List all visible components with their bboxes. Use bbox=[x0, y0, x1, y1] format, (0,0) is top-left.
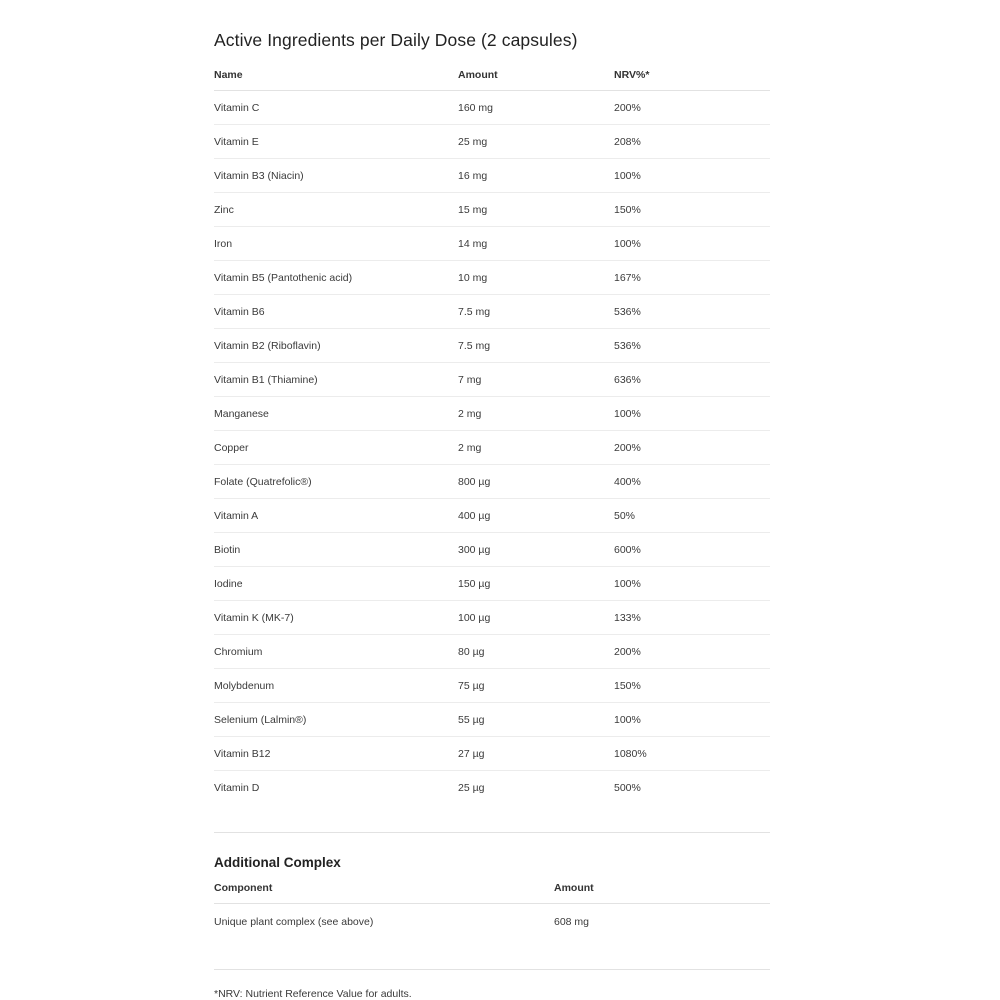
cell-amount: 100 µg bbox=[458, 601, 614, 635]
cell-name: Vitamin B5 (Pantothenic acid) bbox=[214, 261, 458, 295]
table-row bbox=[214, 499, 770, 533]
cell-name: Biotin bbox=[214, 533, 458, 567]
table-row bbox=[214, 601, 770, 635]
table-row bbox=[214, 635, 770, 669]
cell-amount: 400 µg bbox=[458, 499, 614, 533]
cell-amount: 25 mg bbox=[458, 125, 614, 159]
cell-amount: 7 mg bbox=[458, 363, 614, 397]
table-row bbox=[214, 465, 770, 499]
table-row bbox=[214, 295, 770, 329]
cell-name: Iodine bbox=[214, 567, 458, 601]
cell-amount: 25 µg bbox=[458, 782, 485, 794]
column-header-amount: Amount bbox=[458, 69, 614, 91]
table-row bbox=[214, 261, 770, 295]
column-header-complex-amount: Amount bbox=[554, 882, 770, 904]
cell-amount: 15 mg bbox=[458, 193, 614, 227]
table-row bbox=[214, 431, 770, 465]
additional-complex-title: Additional Complex bbox=[214, 855, 341, 870]
cell-name: Vitamin B1 (Thiamine) bbox=[214, 363, 458, 397]
cell-amount: 150 µg bbox=[458, 567, 614, 601]
table-row bbox=[214, 703, 770, 737]
cell-amount: 75 µg bbox=[458, 669, 614, 703]
cell-name: Iron bbox=[214, 227, 458, 261]
footnote-divider bbox=[214, 969, 770, 970]
table-header-row bbox=[214, 69, 770, 91]
cell-amount: 2 mg bbox=[458, 431, 614, 465]
cell-nrv: 100% bbox=[614, 159, 770, 193]
cell-nrv: 133% bbox=[614, 601, 770, 635]
cell-name: Molybdenum bbox=[214, 669, 458, 703]
table-row bbox=[214, 771, 770, 805]
table-row bbox=[214, 904, 770, 940]
page-title: Active Ingredients per Daily Dose (2 capsules) bbox=[214, 30, 578, 50]
cell-nrv: 536% bbox=[614, 295, 770, 329]
table-row bbox=[214, 329, 770, 363]
cell-nrv: 600% bbox=[614, 533, 770, 567]
cell-nrv: 100% bbox=[614, 397, 770, 431]
cell-nrv: 50% bbox=[614, 499, 770, 533]
cell-nrv: 200% bbox=[614, 91, 770, 125]
cell-amount: 27 µg bbox=[458, 737, 614, 771]
cell-amount: 300 µg bbox=[458, 533, 614, 567]
cell-nrv: 536% bbox=[614, 329, 770, 363]
cell-amount: 10 mg bbox=[458, 261, 614, 295]
cell-nrv: 200% bbox=[614, 431, 770, 465]
cell-nrv: 200% bbox=[614, 635, 770, 669]
cell-name: Vitamin C bbox=[214, 91, 458, 125]
table-body bbox=[214, 91, 770, 805]
active-ingredients-table bbox=[214, 69, 770, 804]
column-header-component: Component bbox=[214, 882, 554, 904]
table-row bbox=[214, 193, 770, 227]
cell-name: Zinc bbox=[214, 193, 458, 227]
cell-nrv: 500% bbox=[614, 782, 641, 794]
cell-name: Vitamin B6 bbox=[214, 295, 458, 329]
nrv-footnote: *NRV: Nutrient Reference Value for adults. bbox=[214, 988, 412, 1000]
column-header-nrv: NRV%* bbox=[614, 69, 770, 91]
cell-nrv: 400% bbox=[614, 465, 770, 499]
cell-name: Vitamin A bbox=[214, 499, 458, 533]
complex-header-row bbox=[214, 882, 770, 904]
cell-amount: 14 mg bbox=[458, 227, 614, 261]
cell-nrv: 100% bbox=[614, 703, 770, 737]
cell-nrv: 208% bbox=[614, 125, 770, 159]
table-row bbox=[214, 91, 770, 125]
complex-table-header bbox=[214, 882, 770, 904]
column-header-name: Name bbox=[214, 69, 458, 91]
table-row bbox=[214, 397, 770, 431]
cell-name: Vitamin B3 (Niacin) bbox=[214, 159, 458, 193]
table-row bbox=[214, 159, 770, 193]
cell-nrv: 150% bbox=[614, 193, 770, 227]
cell-amount: 7.5 mg bbox=[458, 329, 614, 363]
cell-name: Copper bbox=[214, 431, 458, 465]
cell-nrv: 100% bbox=[614, 567, 770, 601]
cell-name: Manganese bbox=[214, 397, 458, 431]
cell-name: Vitamin D bbox=[214, 782, 260, 794]
table-row bbox=[214, 567, 770, 601]
cell-name: Vitamin E bbox=[214, 125, 458, 159]
cell-amount: 16 mg bbox=[458, 159, 614, 193]
cell-nrv: 1080% bbox=[614, 737, 770, 771]
cell-name: Vitamin K (MK-7) bbox=[214, 601, 458, 635]
cell-nrv: 636% bbox=[614, 363, 770, 397]
cell-amount: 800 µg bbox=[458, 465, 614, 499]
cell-name: Chromium bbox=[214, 635, 458, 669]
table-row bbox=[214, 363, 770, 397]
complex-table-body bbox=[214, 904, 770, 940]
document-content bbox=[214, 30, 770, 1000]
cell-name: Vitamin B12 bbox=[214, 737, 458, 771]
table-row bbox=[214, 737, 770, 771]
section-divider bbox=[214, 832, 770, 833]
cell-amount: 55 µg bbox=[458, 703, 614, 737]
cell-amount: 80 µg bbox=[458, 635, 614, 669]
table-header bbox=[214, 69, 770, 91]
additional-complex-table bbox=[214, 882, 770, 939]
cell-nrv: 150% bbox=[614, 669, 770, 703]
table-row bbox=[214, 125, 770, 159]
table-row bbox=[214, 669, 770, 703]
cell-amount: 160 mg bbox=[458, 91, 614, 125]
cell-nrv: 100% bbox=[614, 227, 770, 261]
cell-name: Vitamin B2 (Riboflavin) bbox=[214, 329, 458, 363]
cell-component: Unique plant complex (see above) bbox=[214, 916, 374, 928]
cell-amount: 7.5 mg bbox=[458, 295, 614, 329]
cell-complex-amount: 608 mg bbox=[554, 916, 590, 928]
cell-amount: 2 mg bbox=[458, 397, 614, 431]
table-row bbox=[214, 533, 770, 567]
cell-name: Selenium (Lalmin®) bbox=[214, 703, 458, 737]
cell-name: Folate (Quatrefolic®) bbox=[214, 465, 458, 499]
cell-nrv: 167% bbox=[614, 261, 770, 295]
table-row bbox=[214, 227, 770, 261]
